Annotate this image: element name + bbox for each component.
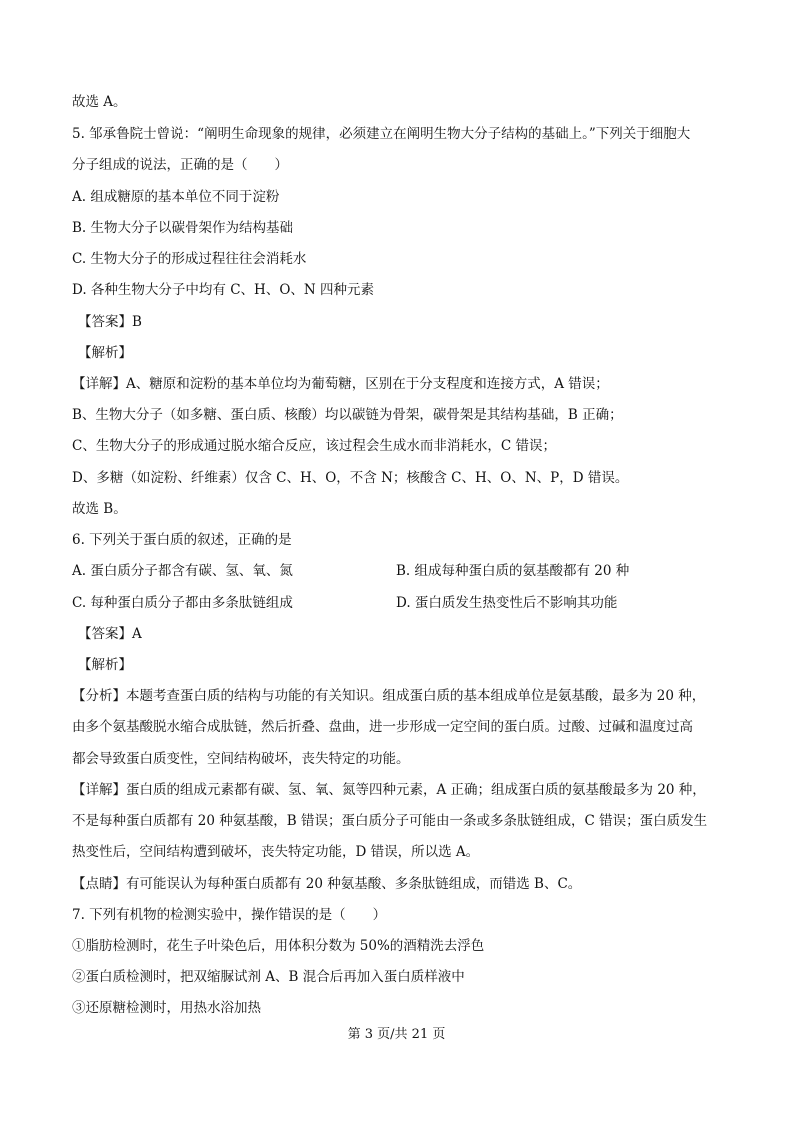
explanation-q6-line-3: 热变性后，空间结构遭到破坏，丧失特定功能，D 错误，所以选 A。 — [72, 844, 480, 860]
question-6-option-c: C. 每种蛋白质分子都由多条肽链组成 — [72, 595, 293, 611]
answer-label-q6: 【答案】A — [78, 626, 142, 642]
question-5-option-c: C. 生物大分子的形成过程往往会消耗水 — [72, 251, 307, 267]
question-6-stem: 6. 下列关于蛋白质的叙述，正确的是 — [72, 532, 292, 548]
conclusion-q5: 故选 B。 — [72, 501, 127, 517]
question-7-item-2: ②蛋白质检测时，把双缩脲试剂 A、B 混合后再加入蛋白质样液中 — [72, 969, 465, 985]
analysis-q6-line-2: 由多个氨基酸脱水缩合成肽链，然后折叠、盘曲，进一步形成一定空间的蛋白质。过酸、过碱和温度过高 — [72, 719, 693, 735]
explanation-q5-b: B、生物大分子（如多糖、蛋白质、核酸）均以碳链为骨架，碳骨架是其结构基础，B 正确； — [72, 407, 623, 423]
question-6-option-d: D. 蛋白质发生热变性后不影响其功能 — [396, 595, 618, 611]
question-5-option-b: B. 生物大分子以碳骨架作为结构基础 — [72, 220, 294, 236]
analysis-q6-line-3: 都会导致蛋白质变性，空间结构破坏，丧失特定的功能。 — [72, 751, 410, 767]
analysis-label-q5: 【解析】 — [78, 345, 132, 361]
explanation-q5-a: 【详解】A、糖原和淀粉的基本单位均为葡萄糖，区别在于分支程度和连接方式，A 错误； — [72, 376, 609, 392]
answer-label-q5: 【答案】B — [78, 314, 142, 330]
explanation-q5-d: D、多糖（如淀粉、纤维素）仅含 C、H、O，不含 N；核酸含 C、H、O、N、P，D 错误。 — [72, 470, 629, 486]
question-5-option-d: D. 各种生物大分子中均有 C、H、O、N 四种元素 — [72, 282, 374, 298]
tip-q6: 【点睛】有可能误认为每种蛋白质都有 20 种氨基酸、多条肽链组成，而错选 B、C。 — [72, 876, 582, 892]
explanation-q5-c: C、生物大分子的形成通过脱水缩合反应，该过程会生成水而非消耗水，C 错误； — [72, 438, 556, 454]
question-7-item-1: ①脂肪检测时，花生子叶染色后，用体积分数为 50%的酒精洗去浮色 — [72, 938, 485, 954]
question-7-item-3: ③还原糖检测时，用热水浴加热 — [72, 1000, 261, 1016]
question-5-stem-cont: 分子组成的说法，正确的是（ ） — [72, 157, 288, 173]
explanation-q6-line-1: 【详解】蛋白质的组成元素都有碳、氢、氧、氮等四种元素，A 正确；组成蛋白质的氨基酸最多为 20 种， — [72, 782, 706, 798]
analysis-q6-line-1: 【分析】本题考查蛋白质的结构与功能的有关知识。组成蛋白质的基本组成单位是氨基酸，最多为 20 种， — [72, 688, 706, 704]
question-7-stem: 7. 下列有机物的检测实验中，操作错误的是（ ） — [72, 907, 387, 923]
conclusion-q4: 故选 A。 — [72, 94, 127, 110]
question-5-option-a: A. 组成糖原的基本单位不同于淀粉 — [72, 189, 280, 205]
question-6-option-a: A. 蛋白质分子都含有碳、氢、氧、氮 — [72, 563, 293, 579]
explanation-q6-line-2: 不是每种蛋白质都有 20 种氨基酸，B 错误；蛋白质分子可能由一条或多条肽链组成，C 错误；蛋白质发生 — [72, 813, 708, 829]
question-6-option-b: B. 组成每种蛋白质的氨基酸都有 20 种 — [396, 563, 630, 579]
question-5-stem: 5. 邹承鲁院士曾说：“阐明生命现象的规律，必须建立在阐明生物大分子结构的基础上。”下列关于细胞大 — [72, 126, 691, 142]
page-footer: 第 3 页/共 21 页 — [347, 1027, 446, 1042]
analysis-label-q6: 【解析】 — [78, 657, 132, 673]
